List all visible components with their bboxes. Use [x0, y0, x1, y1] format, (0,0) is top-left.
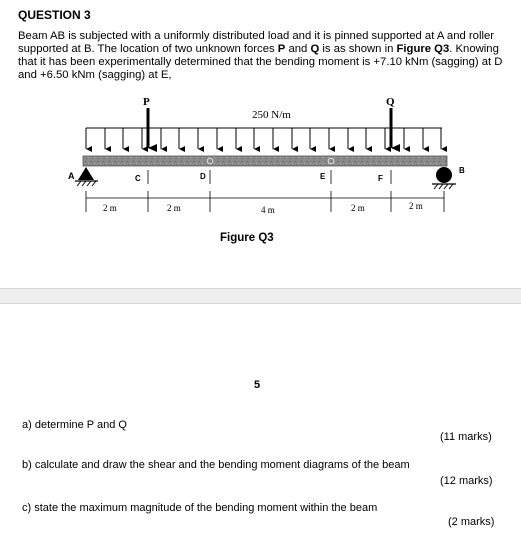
- load-label: 250 N/m: [252, 109, 291, 121]
- figure-ref: Figure Q3: [396, 43, 450, 55]
- dim-cd: 2 m: [167, 203, 181, 213]
- point-a-label: A: [68, 171, 75, 181]
- pin-support-a: [75, 167, 98, 186]
- roller-support-b: [432, 167, 456, 189]
- force-q-ref: Q: [310, 43, 320, 55]
- point-d-label: D: [200, 172, 206, 181]
- task-c-marks: (2 marks): [448, 516, 495, 528]
- dim-de: 4 m: [261, 205, 275, 215]
- task-a-marks: (11 marks): [440, 431, 492, 443]
- intro-and: and: [285, 43, 311, 55]
- udl-arrows: [86, 128, 441, 149]
- page-number: 5: [254, 379, 261, 391]
- question-title: QUESTION 3: [18, 8, 91, 22]
- task-b-marks: (12 marks): [440, 475, 493, 487]
- beam-diagram: [0, 88, 521, 228]
- point-b-label: B: [459, 166, 465, 175]
- dim-ef: 2 m: [351, 203, 365, 213]
- task-a: a) determine P and Q: [22, 419, 127, 431]
- beam: [83, 156, 447, 166]
- dim-fb: 2 m: [409, 201, 423, 211]
- task-c: c) state the maximum magnitude of the bending moment within the beam: [22, 502, 378, 514]
- intro-text-2: is as shown in: [319, 43, 397, 55]
- force-q-label: Q: [386, 96, 395, 108]
- point-c-label: C: [135, 174, 141, 183]
- point-f-label: F: [378, 174, 383, 183]
- force-p-label: P: [143, 96, 150, 108]
- question-intro: [18, 30, 513, 82]
- intro-text-1: Beam AB is subjected with a uniformly distributed load and it is pinned supported at A and roller supported at B. The location of two unknown forces: [18, 30, 495, 55]
- point-e-label: E: [320, 172, 326, 181]
- intro-text-3: . Knowing that it has been experimentally determined that the bending moment is +7.10 kNm (sagging) at D and +6.50 kNm (sagging) at E,: [18, 43, 503, 81]
- figure-caption: Figure Q3: [220, 232, 274, 244]
- dim-ac: 2 m: [103, 203, 117, 213]
- force-p-ref: P: [277, 43, 286, 55]
- task-b: b) calculate and draw the shear and the bending moment diagrams of the beam: [22, 459, 410, 471]
- page-separator: [0, 288, 521, 304]
